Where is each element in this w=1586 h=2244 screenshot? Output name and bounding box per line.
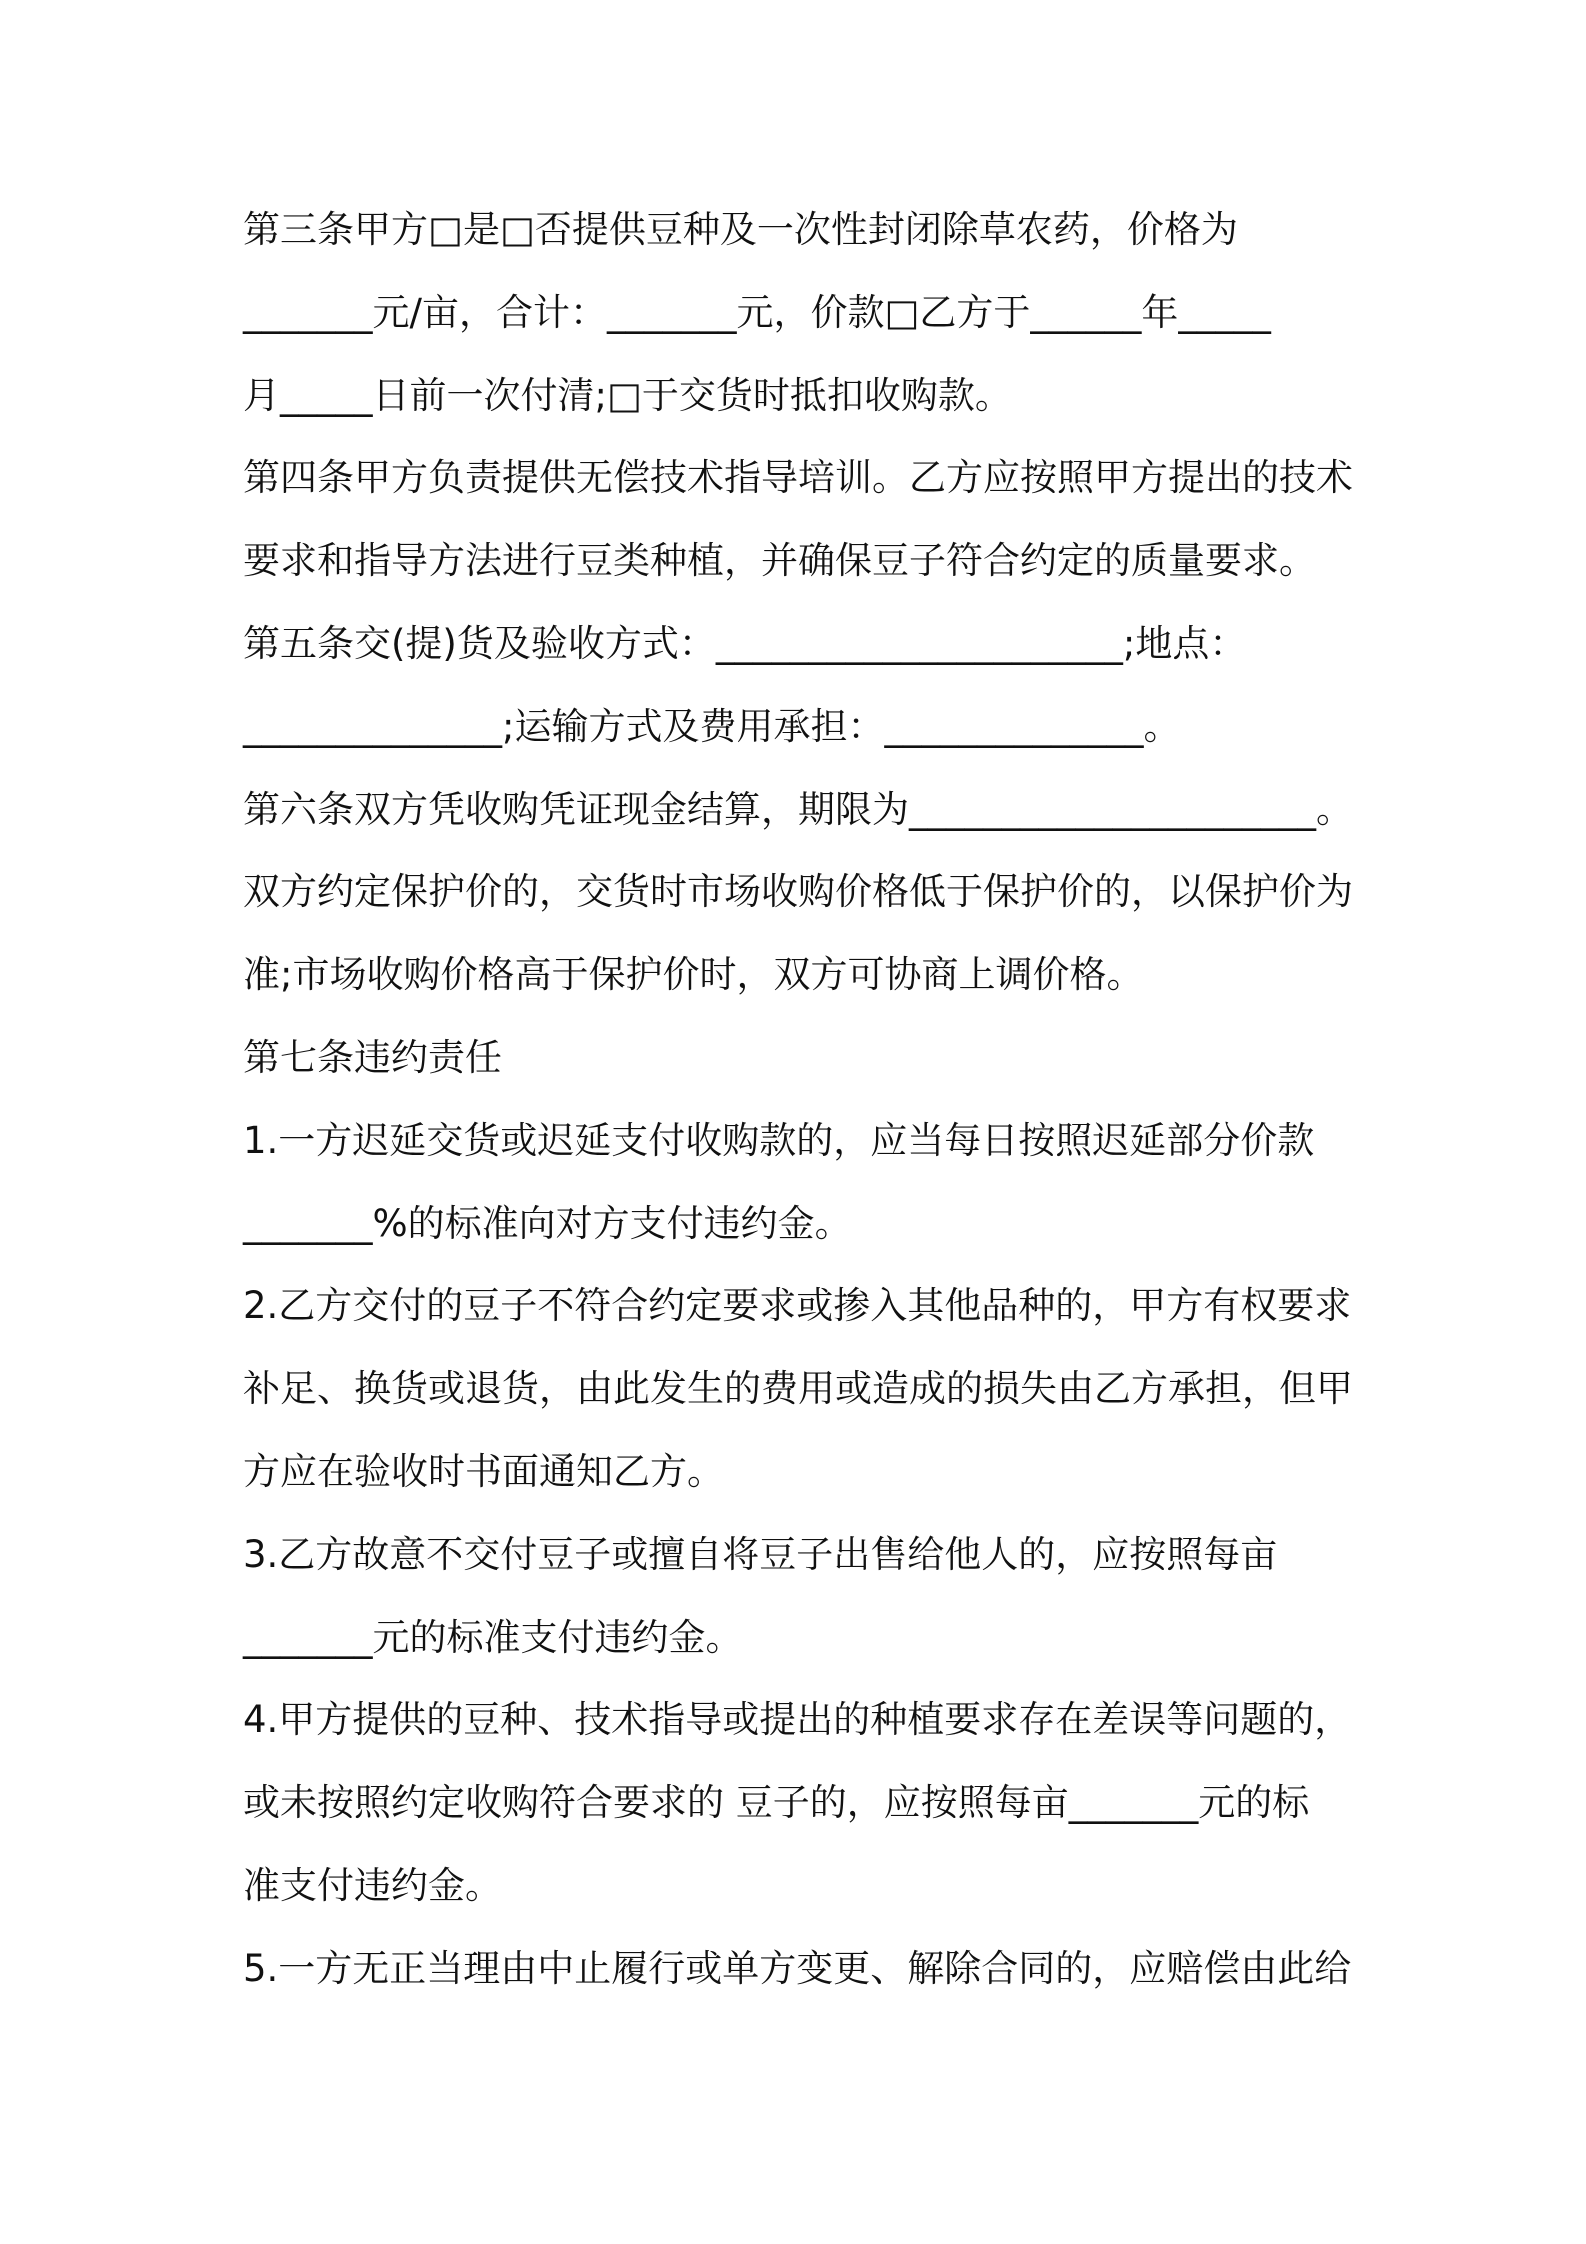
text-line: ______________;运输方式及费用承担：______________。	[243, 705, 1181, 748]
text-line: 3.乙方故意不交付豆子或擅自将豆子出售给他人的，应按照每亩	[243, 1533, 1278, 1576]
text-line: 第六条双方凭收购凭证现金结算，期限为______________________。	[243, 788, 1353, 831]
text-line: 双方约定保护价的，交货时市场收购价格低于保护价的，以保护价为	[243, 870, 1353, 913]
text-line: 或未按照约定收购符合要求的 豆子的，应按照每亩_______元的标	[243, 1781, 1310, 1824]
text-line: _______元/亩，合计：_______元，价款□乙方于______年_____	[243, 291, 1271, 334]
text-line: 5.一方无正当理由中止履行或单方变更、解除合同的，应赔偿由此给	[243, 1947, 1352, 1990]
text-line: 1.一方迟延交货或迟延支付收购款的，应当每日按照迟延部分价款	[243, 1119, 1315, 1162]
text-line: _______%的标准向对方支付违约金。	[243, 1202, 852, 1245]
text-line: 补足、换货或退货，由此发生的费用或造成的损失由乙方承担，但甲	[243, 1367, 1353, 1410]
text-line: 准;市场收购价格高于保护价时，双方可协商上调价格。	[243, 953, 1144, 996]
text-line: 2.乙方交付的豆子不符合约定要求或掺入其他品种的，甲方有权要求	[243, 1284, 1352, 1327]
text-line: 准支付违约金。	[243, 1864, 502, 1907]
text-line: _______元的标准支付违约金。	[243, 1616, 743, 1659]
text-line: 第五条交(提)货及验收方式：______________________;地点：	[243, 622, 1247, 665]
text-line: 月_____日前一次付清;□于交货时抵扣收购款。	[243, 374, 1012, 417]
section-heading: 第七条违约责任	[243, 1036, 502, 1079]
text-line: 4.甲方提供的豆种、技术指导或提出的种植要求存在差误等问题的，	[243, 1698, 1352, 1741]
text-line: 第三条甲方□是□否提供豆种及一次性封闭除草农药，价格为	[243, 208, 1238, 251]
text-line: 第四条甲方负责提供无偿技术指导培训。乙方应按照甲方提出的技术	[243, 456, 1353, 499]
text-line: 要求和指导方法进行豆类种植，并确保豆子符合约定的质量要求。	[243, 539, 1316, 582]
text-line: 方应在验收时书面通知乙方。	[243, 1450, 724, 1493]
